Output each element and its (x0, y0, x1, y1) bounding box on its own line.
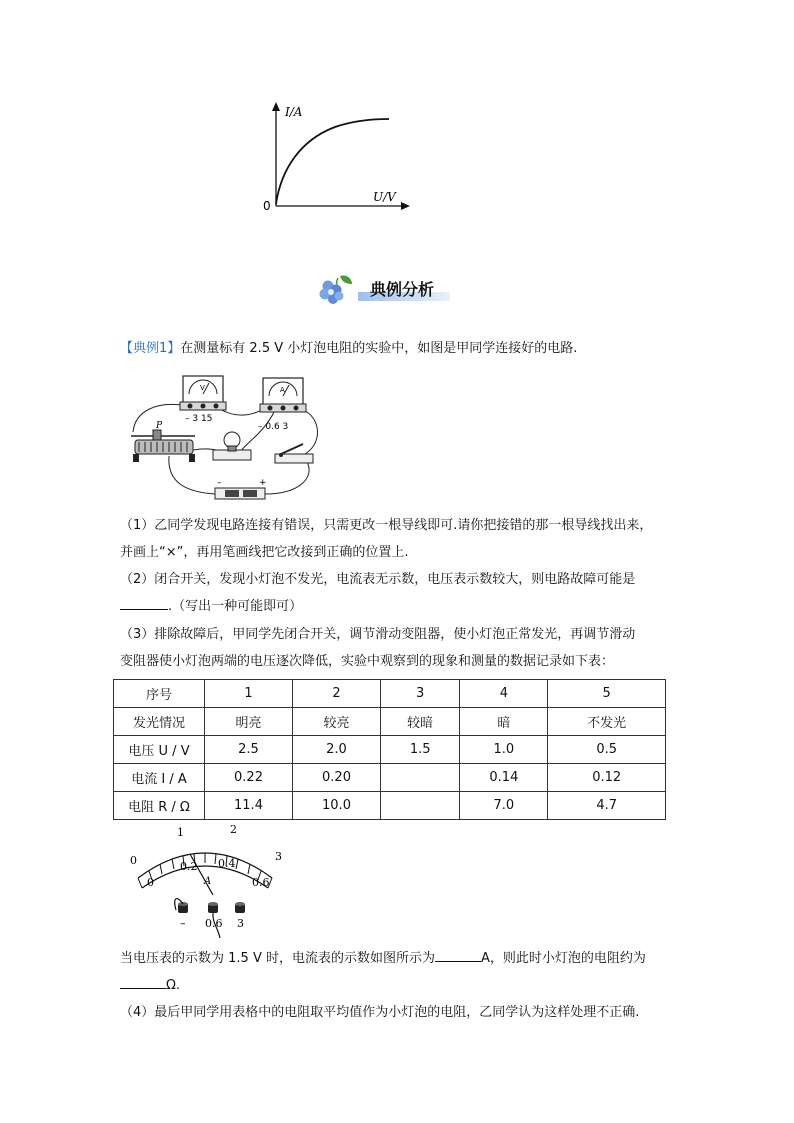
iu-graph (255, 100, 415, 215)
answer-blank[interactable] (435, 947, 481, 962)
dial-bottom-tick: 0.6 (252, 876, 270, 889)
q3-line2: 变阻器使小灯泡两端的电压逐次降低，实验中观察到的现象和测量的数据记录如下表： (120, 654, 615, 669)
ammeter-terminals: – 0.6 3 (258, 422, 289, 432)
terminal-label: – (180, 917, 186, 930)
table-cell: 7.0 (460, 792, 548, 820)
dial-top-tick: 3 (275, 850, 282, 863)
terminal-label: 3 (237, 917, 244, 930)
table-cell: 1.0 (460, 736, 548, 764)
table-cell: 4.7 (548, 792, 666, 820)
q3b-line2 (120, 973, 180, 999)
q3-line1: （3）排除故障后，甲同学先闭合开关，调节滑动变阻器，使小灯泡正常发光，再调节滑动 (120, 627, 636, 642)
table-cell: 1.5 (381, 736, 460, 764)
table-cell: 电流 I / A (114, 764, 205, 792)
table-cell: 0.12 (548, 764, 666, 792)
table-cell: 2 (293, 680, 381, 708)
ammeter-letter: A (280, 386, 285, 394)
q2-line2 (120, 594, 302, 620)
voltmeter (180, 376, 226, 410)
terminal-posts (178, 902, 245, 913)
battery-plus: + (259, 478, 267, 488)
table-cell (381, 764, 460, 792)
table-cell: 11.4 (205, 792, 293, 820)
q2-line2-tail: .（写出一种可能即可） (168, 599, 303, 614)
table-cell: 0.20 (293, 764, 381, 792)
y-axis-arrow (272, 102, 280, 111)
q4-line1: （4）最后甲同学用表格中的电阻取平均值作为小灯泡的电阻，乙同学认为这样处理不正确. (120, 1005, 640, 1020)
example-tag: 【典例1】 (120, 341, 181, 356)
switch (275, 444, 313, 463)
dial-top-tick: 0 (130, 854, 137, 867)
table-cell: 2.5 (205, 736, 293, 764)
table-cell: 4 (460, 680, 548, 708)
table-cell: 2.0 (293, 736, 381, 764)
q3b-line2-tail: Ω. (166, 978, 181, 993)
table-cell: 5 (548, 680, 666, 708)
battery-minus: – (217, 478, 222, 488)
table-cell: 序号 (114, 680, 205, 708)
section-title: 典例分析 (370, 280, 435, 299)
wire (297, 408, 317, 454)
table-cell: 较亮 (293, 708, 381, 736)
section-heading (318, 270, 458, 306)
dial-bottom-tick: 0 (147, 876, 154, 889)
x-axis-label: U/V (373, 190, 396, 204)
y-axis-label: I/A (285, 105, 303, 119)
q3b-line1-mid: A，则此时小灯泡的电阻约为 (480, 951, 646, 966)
table-cell: 0.14 (460, 764, 548, 792)
table-cell: 发光情况 (114, 708, 205, 736)
origin-label: 0 (263, 199, 271, 213)
voltmeter-terminals: – 3 15 (185, 414, 213, 424)
dial-letter: A (204, 876, 212, 887)
terminal-label: 0.6 (205, 917, 223, 930)
dial-top-tick: 2 (230, 823, 237, 836)
rheostat (131, 430, 195, 462)
flower-icon (318, 272, 356, 304)
dial-bottom-tick: 0.2 (180, 860, 198, 873)
q1-line1: （1）乙同学发现电路连接有错误，只需更改一根导线即可.请你把接错的那一根导线找出来， (120, 518, 653, 533)
table-row (114, 708, 666, 736)
table-cell: 电压 U / V (114, 736, 205, 764)
q3b-line1-head: 当电压表的示数为 1.5 V 时，电流表的示数如图所示为 (120, 951, 435, 966)
table-cell: 0.5 (548, 736, 666, 764)
dial-top-tick: 1 (177, 826, 184, 839)
battery (215, 488, 265, 499)
table-row (114, 792, 666, 820)
dial-bottom-tick: 0.4 (218, 857, 236, 870)
wire (265, 462, 309, 494)
example-intro-line (120, 336, 577, 362)
table-cell: 1 (205, 680, 293, 708)
voltmeter-letter: V (200, 384, 205, 392)
table-cell: 电阻 R / Ω (114, 792, 205, 820)
table-cell: 0.22 (205, 764, 293, 792)
circuit-diagram (125, 372, 335, 504)
table-row (114, 764, 666, 792)
table-cell (381, 792, 460, 820)
table-row (114, 680, 666, 708)
table-cell: 明亮 (205, 708, 293, 736)
data-table (113, 679, 666, 820)
example-intro: 在测量标有 2.5 V 小灯泡电阻的实验中，如图是甲同学连接好的电路. (180, 341, 578, 356)
q3b-line1 (120, 946, 646, 972)
table-row (114, 736, 666, 764)
table-cell: 不发光 (548, 708, 666, 736)
ammeter (260, 378, 306, 412)
q2-line1: （2）闭合开关，发现小灯泡不发光，电流表无示数，电压表示数较大，则电路故障可能是 (120, 572, 636, 587)
slider-label: P (156, 421, 163, 431)
answer-blank[interactable] (120, 974, 166, 989)
table-cell: 较暗 (381, 708, 460, 736)
ammeter-dial (120, 820, 300, 942)
answer-blank[interactable] (120, 595, 168, 610)
table-cell: 10.0 (293, 792, 381, 820)
table-cell: 3 (381, 680, 460, 708)
x-axis-arrow (401, 202, 410, 210)
table-cell: 暗 (460, 708, 548, 736)
q1-line2: 并画上“×”，再用笔画线把它改接到正确的位置上. (120, 545, 409, 560)
